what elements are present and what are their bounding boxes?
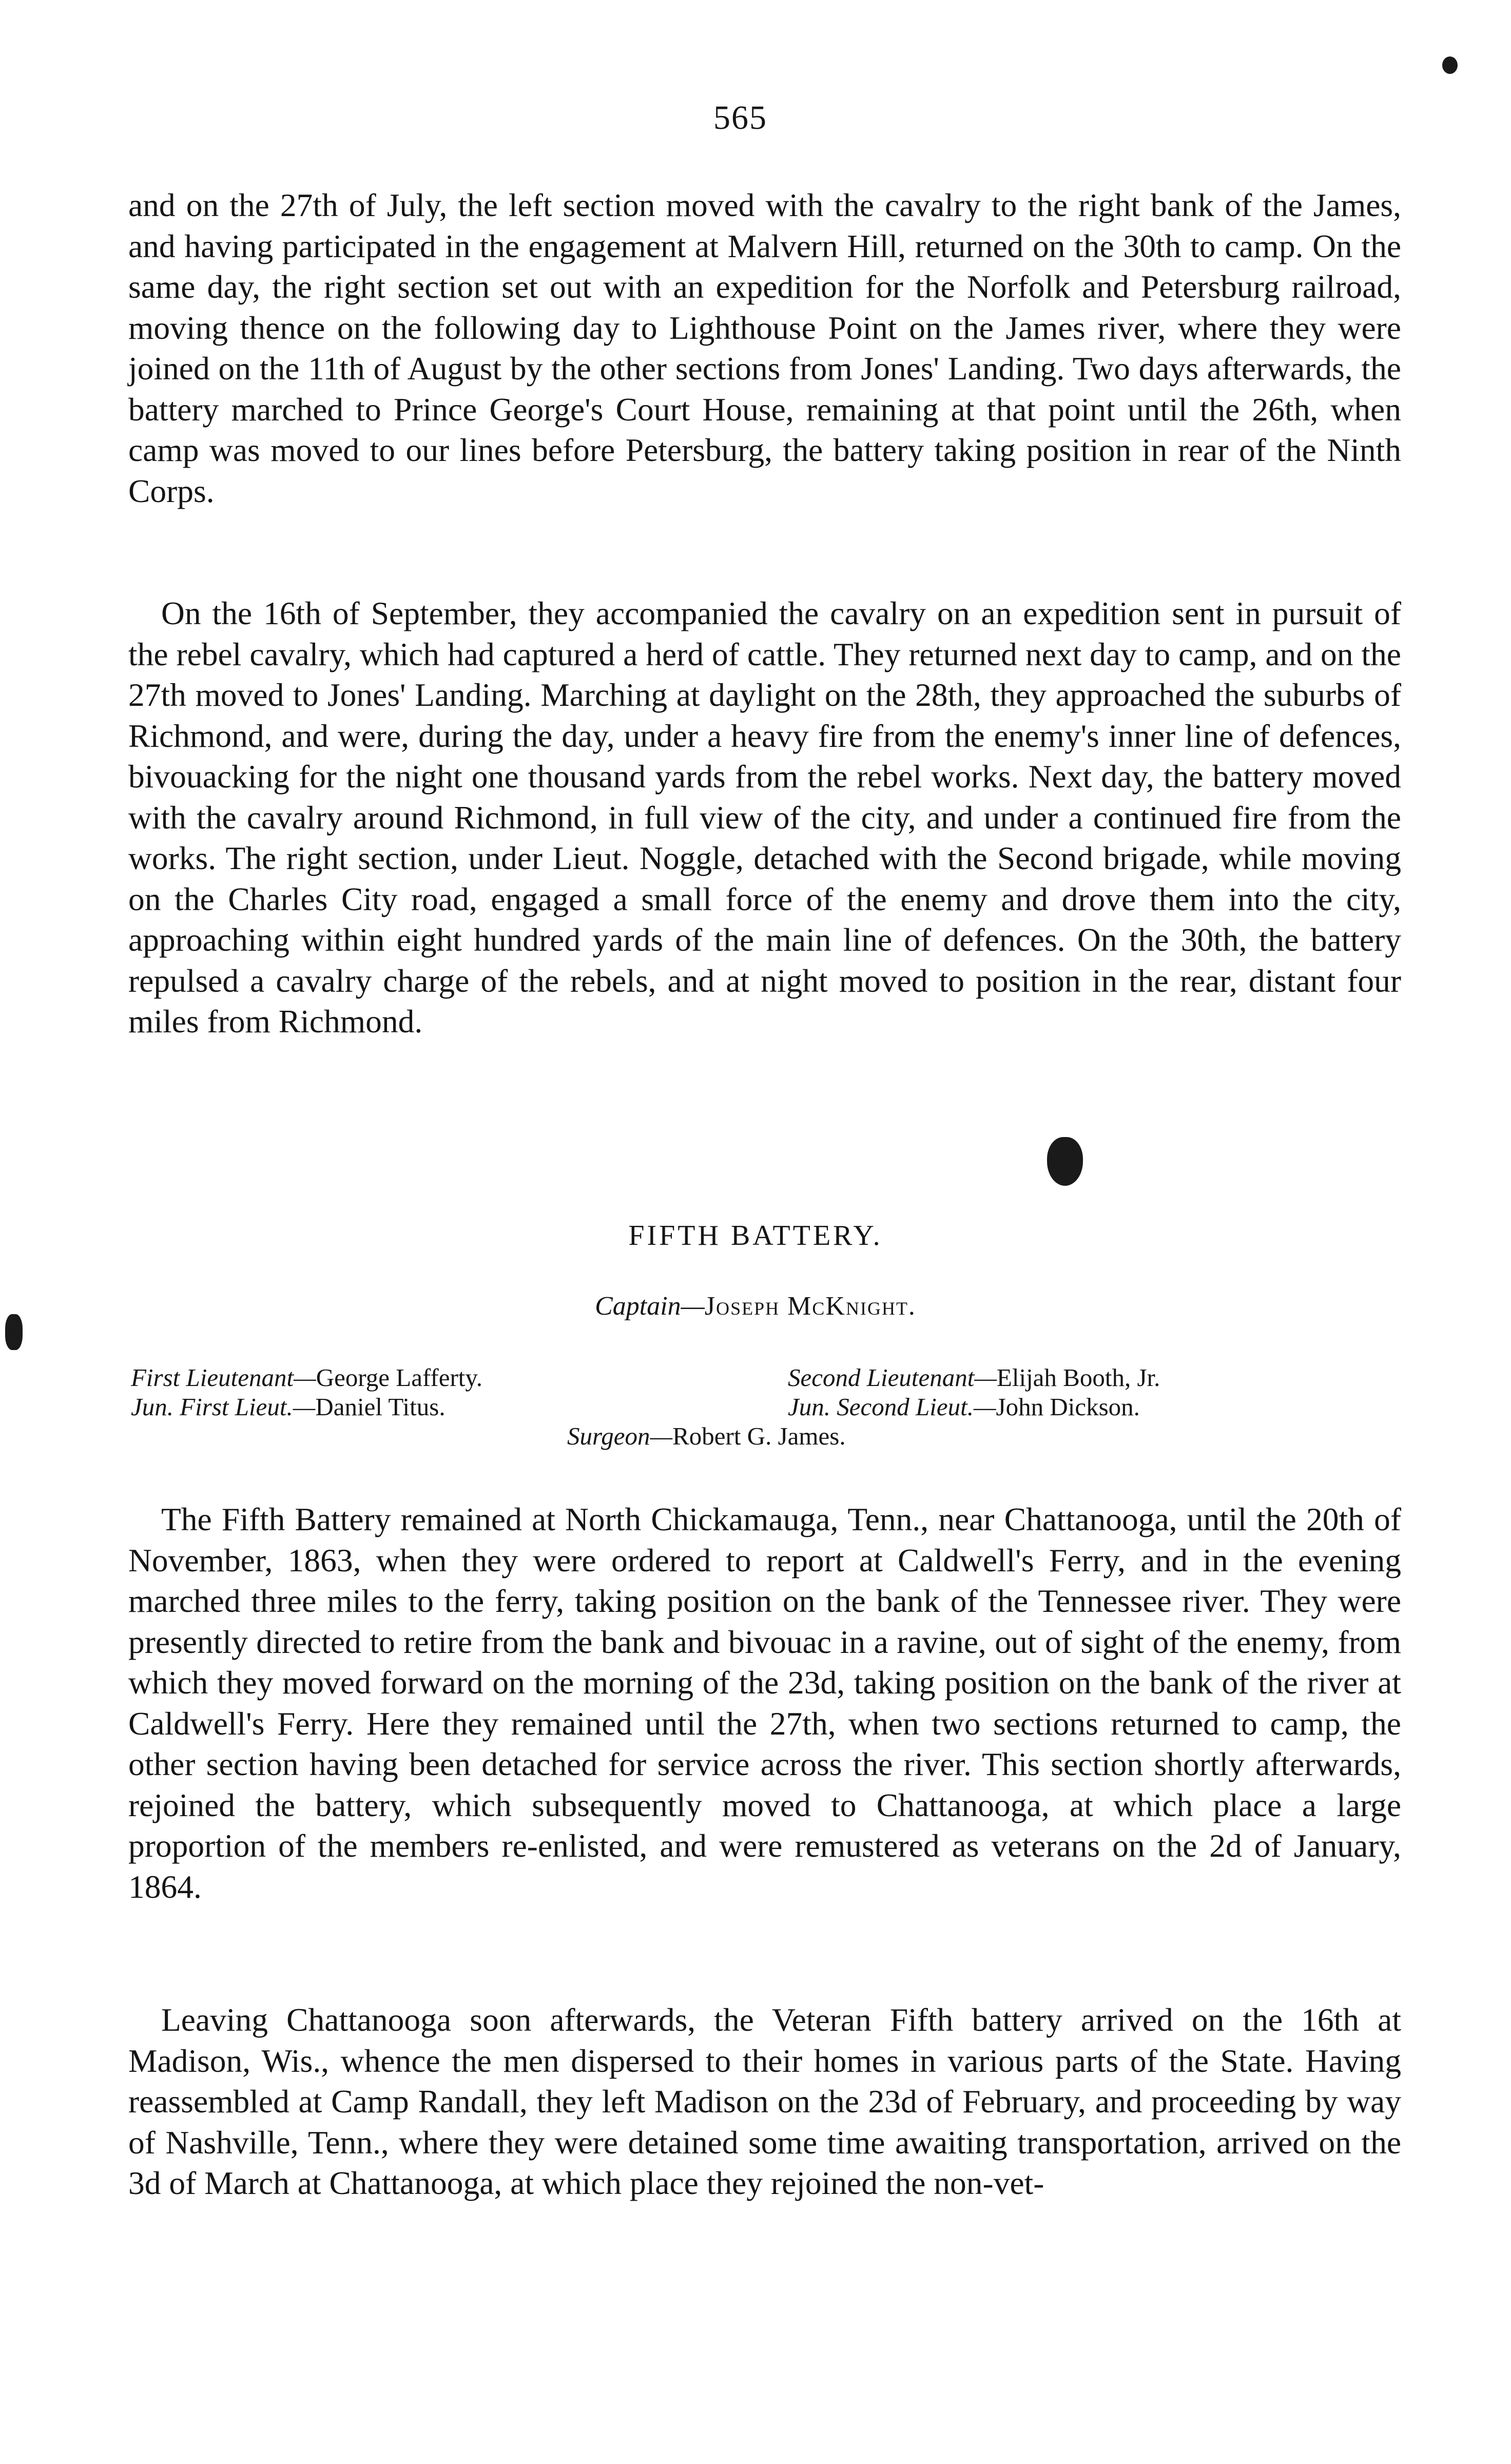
officer-title: First Lieutenant— <box>131 1363 316 1392</box>
ink-blot <box>1442 56 1458 74</box>
paragraph: Leaving Chattanooga soon afterwards, the Veteran Fifth battery arrived on the 16th at Madison, Wis., whence the men dispersed to their homes in various parts of the State. Having reassembled at Camp Randall, they left Madison on the 23d of February, and proceeding by way of Nashville, Tenn., where they were detained some time awaiting transportation, arrived on the 3d of March at Chattanooga, at which place they rejoined the non-vet- <box>128 2001 1401 2201</box>
officer-title: Jun. Second Lieut.— <box>788 1393 996 1421</box>
officer-name: George Lafferty. <box>316 1363 482 1392</box>
officer-name: Elijah Booth, Jr. <box>996 1363 1160 1392</box>
officer-name: John Dickson. <box>996 1393 1140 1421</box>
ink-blot <box>5 1314 23 1350</box>
officer-name: Robert G. James. <box>672 1422 846 1450</box>
paragraph: The Fifth Battery remained at North Chickamauga, Tenn., near Chattanooga, until the 20th of November, 1863, when they were ordered to report at Caldwell's Ferry, and in the evening marched three miles to the ferry, taking position on the bank of the Tennessee river. They were presently directed to retire from the bank and bivouac in a ravine, out of sight of the enemy, from which they moved forward on the morning of the 23d, taking position on the bank of the river at Caldwell's Ferry. Here they remained until the 27th, when two sections returned to camp, the other section having been detached for service across the river. This section shortly afterwards, rejoined the battery, which subsequently moved to Chattanooga, at which place a large proportion of the members re-enlisted, and were remustered as veterans on the 2d of January, 1864. <box>128 1501 1401 1905</box>
section-heading: FIFTH BATTERY. <box>628 1220 883 1252</box>
captain-line <box>0 1291 1511 1321</box>
captain-title: Captain— <box>595 1292 705 1321</box>
officer-name: Daniel Titus. <box>315 1393 445 1421</box>
page-number: 565 <box>713 99 767 137</box>
officer-title: Second Lieutenant— <box>788 1363 997 1392</box>
officer-entry <box>567 1421 846 1451</box>
officer-title: Jun. First Lieut.— <box>131 1393 316 1421</box>
paragraph: On the 16th of September, they accompanied the cavalry on an expedition sent in pursuit of the rebel cavalry, which had captured a herd of cattle. They returned next day to camp, and on the 27th moved to Jones' Landing. Marching at daylight on the 28th, they approached the suburbs of Richmond, and were, during the day, under a heavy fire from the enemy's inner line of defences, bivouacking for the night one thousand yards from the rebel works. Next day, the battery moved with the cavalry around Richmond, in full view of the city, and under a continued fire from the works. The right section, under Lieut. Noggle, detached with the Second brigade, while moving on the Charles City road, engaged a small force of the enemy and drove them into the city, approaching within eight hundred yards of the main line of defences. On the 30th, the battery repulsed a cavalry charge of the rebels, and at night moved to position in the rear, distant four miles from Richmond. <box>128 595 1401 1040</box>
officer-entry <box>131 1363 482 1392</box>
officer-entry <box>131 1392 445 1421</box>
officer-entry <box>788 1363 1160 1392</box>
officer-title: Surgeon— <box>567 1422 673 1450</box>
captain-name: Joseph McKnight. <box>704 1292 916 1321</box>
ink-blot <box>1047 1137 1083 1186</box>
officer-entry <box>788 1392 1140 1421</box>
paragraph: and on the 27th of July, the left section moved with the cavalry to the right bank of the James, and having participated in the engagement at Malvern Hill, returned on the 30th to camp. On the same day, the right section set out with an expedition for the Norfolk and Petersburg railroad, moving thence on the following day to Lighthouse Point on the James river, where they were joined on the 11th of August by the other sections from Jones' Landing. Two days afterwards, the battery marched to Prince George's Court House, remaining at that point until the 26th, when camp was moved to our lines before Petersburg, the battery taking position in rear of the Ninth Corps. <box>128 187 1401 509</box>
